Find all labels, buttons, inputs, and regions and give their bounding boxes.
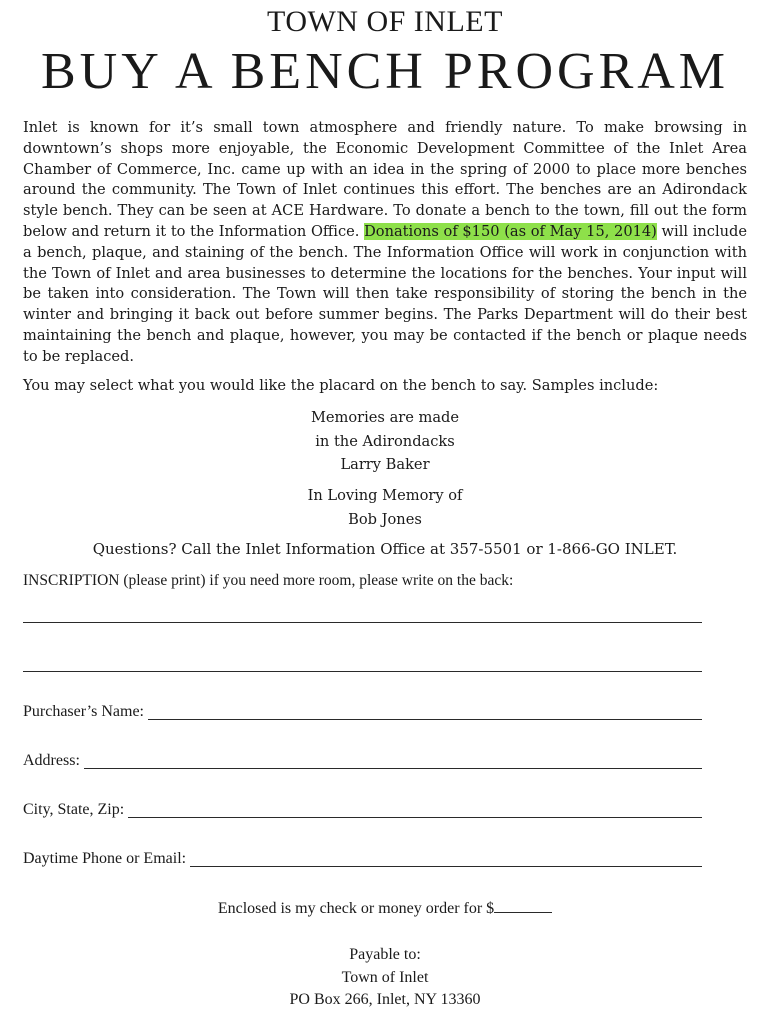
payable-to-label: Payable to: (349, 946, 421, 963)
sample-line: Memories are made (310, 409, 460, 426)
city-state-zip-label: City, State, Zip: (23, 801, 125, 818)
sample-inscription-2 (0, 484, 770, 531)
sample-line: in the Adirondacks (315, 432, 455, 450)
purchaser-name-field[interactable] (23, 700, 702, 722)
address-field[interactable] (23, 749, 702, 771)
address-label: Address: (23, 752, 80, 769)
inscription-line-2[interactable] (23, 671, 702, 672)
questions-line: Questions? Call the Inlet Information Office at 357-5501 or 1-866-GO INLET. (92, 540, 678, 558)
city-state-zip-line[interactable] (128, 817, 702, 818)
amount-blank[interactable] (494, 898, 552, 913)
purchaser-name-label: Purchaser’s Name: (23, 703, 144, 720)
phone-email-line[interactable] (190, 866, 702, 867)
address-line[interactable] (84, 768, 702, 769)
enclosed-amount-line (0, 898, 770, 920)
sample-line: In Loving Memory of (307, 487, 463, 504)
sample-inscription-1 (0, 406, 770, 477)
enclosed-text: Enclosed is my check or money order for $ (217, 900, 495, 917)
city-state-zip-field[interactable] (23, 798, 702, 820)
payee-name: Town of Inlet (341, 968, 429, 986)
phone-email-field[interactable] (23, 847, 702, 869)
payee-address: PO Box 266, Inlet, NY 13360 (289, 991, 481, 1008)
intro-paragraph (23, 118, 747, 368)
intro-text-start: Inlet is known for it’s small town atmosphere and friendly nature. To make browsing in downtown’s shops more enjoyable, the Economic Development Committee of the Inlet Area Chamber of Commerce, Inc. came up with an idea in the spring of 2000 to place more benches around the community. The Town of Inlet continues this effort. The benches are an Adirondack style bench. They can be seen at ACE Hardware. To donate a bench to the town, fill out the form below and return it to the Information Office. (23, 119, 747, 240)
intro-text-end: will include a bench, plaque, and staining of the bench. The Information Office will work in conjunction with the Town of Inlet and area businesses to determine the locations for the benches. Your input will be taken into consideration. The Town will then take responsibility of storing the bench in the winter and bringing it back out before summer begins. The Parks Department will do their best maintaining the bench and plaque, however, you may be contacted if the bench or plaque needs to be replaced. (23, 222, 747, 365)
payable-to-block (0, 944, 770, 1012)
inscription-label: INSCRIPTION (please print) if you need more room, please write on the back: (23, 572, 514, 589)
donation-highlight: Donations of $150 (as of May 15, 2014) (364, 222, 657, 240)
program-title: BUY A BENCH PROGRAM (40, 43, 730, 100)
sample-line: Bob Jones (348, 510, 422, 528)
purchaser-name-line[interactable] (148, 719, 702, 720)
town-title: TOWN OF INLET (267, 5, 503, 38)
phone-email-label: Daytime Phone or Email: (23, 850, 187, 867)
sample-line: Larry Baker (340, 456, 430, 473)
inscription-line-1[interactable] (23, 622, 702, 623)
samples-intro: You may select what you would like the placard on the bench to say. Samples include: (23, 377, 659, 394)
